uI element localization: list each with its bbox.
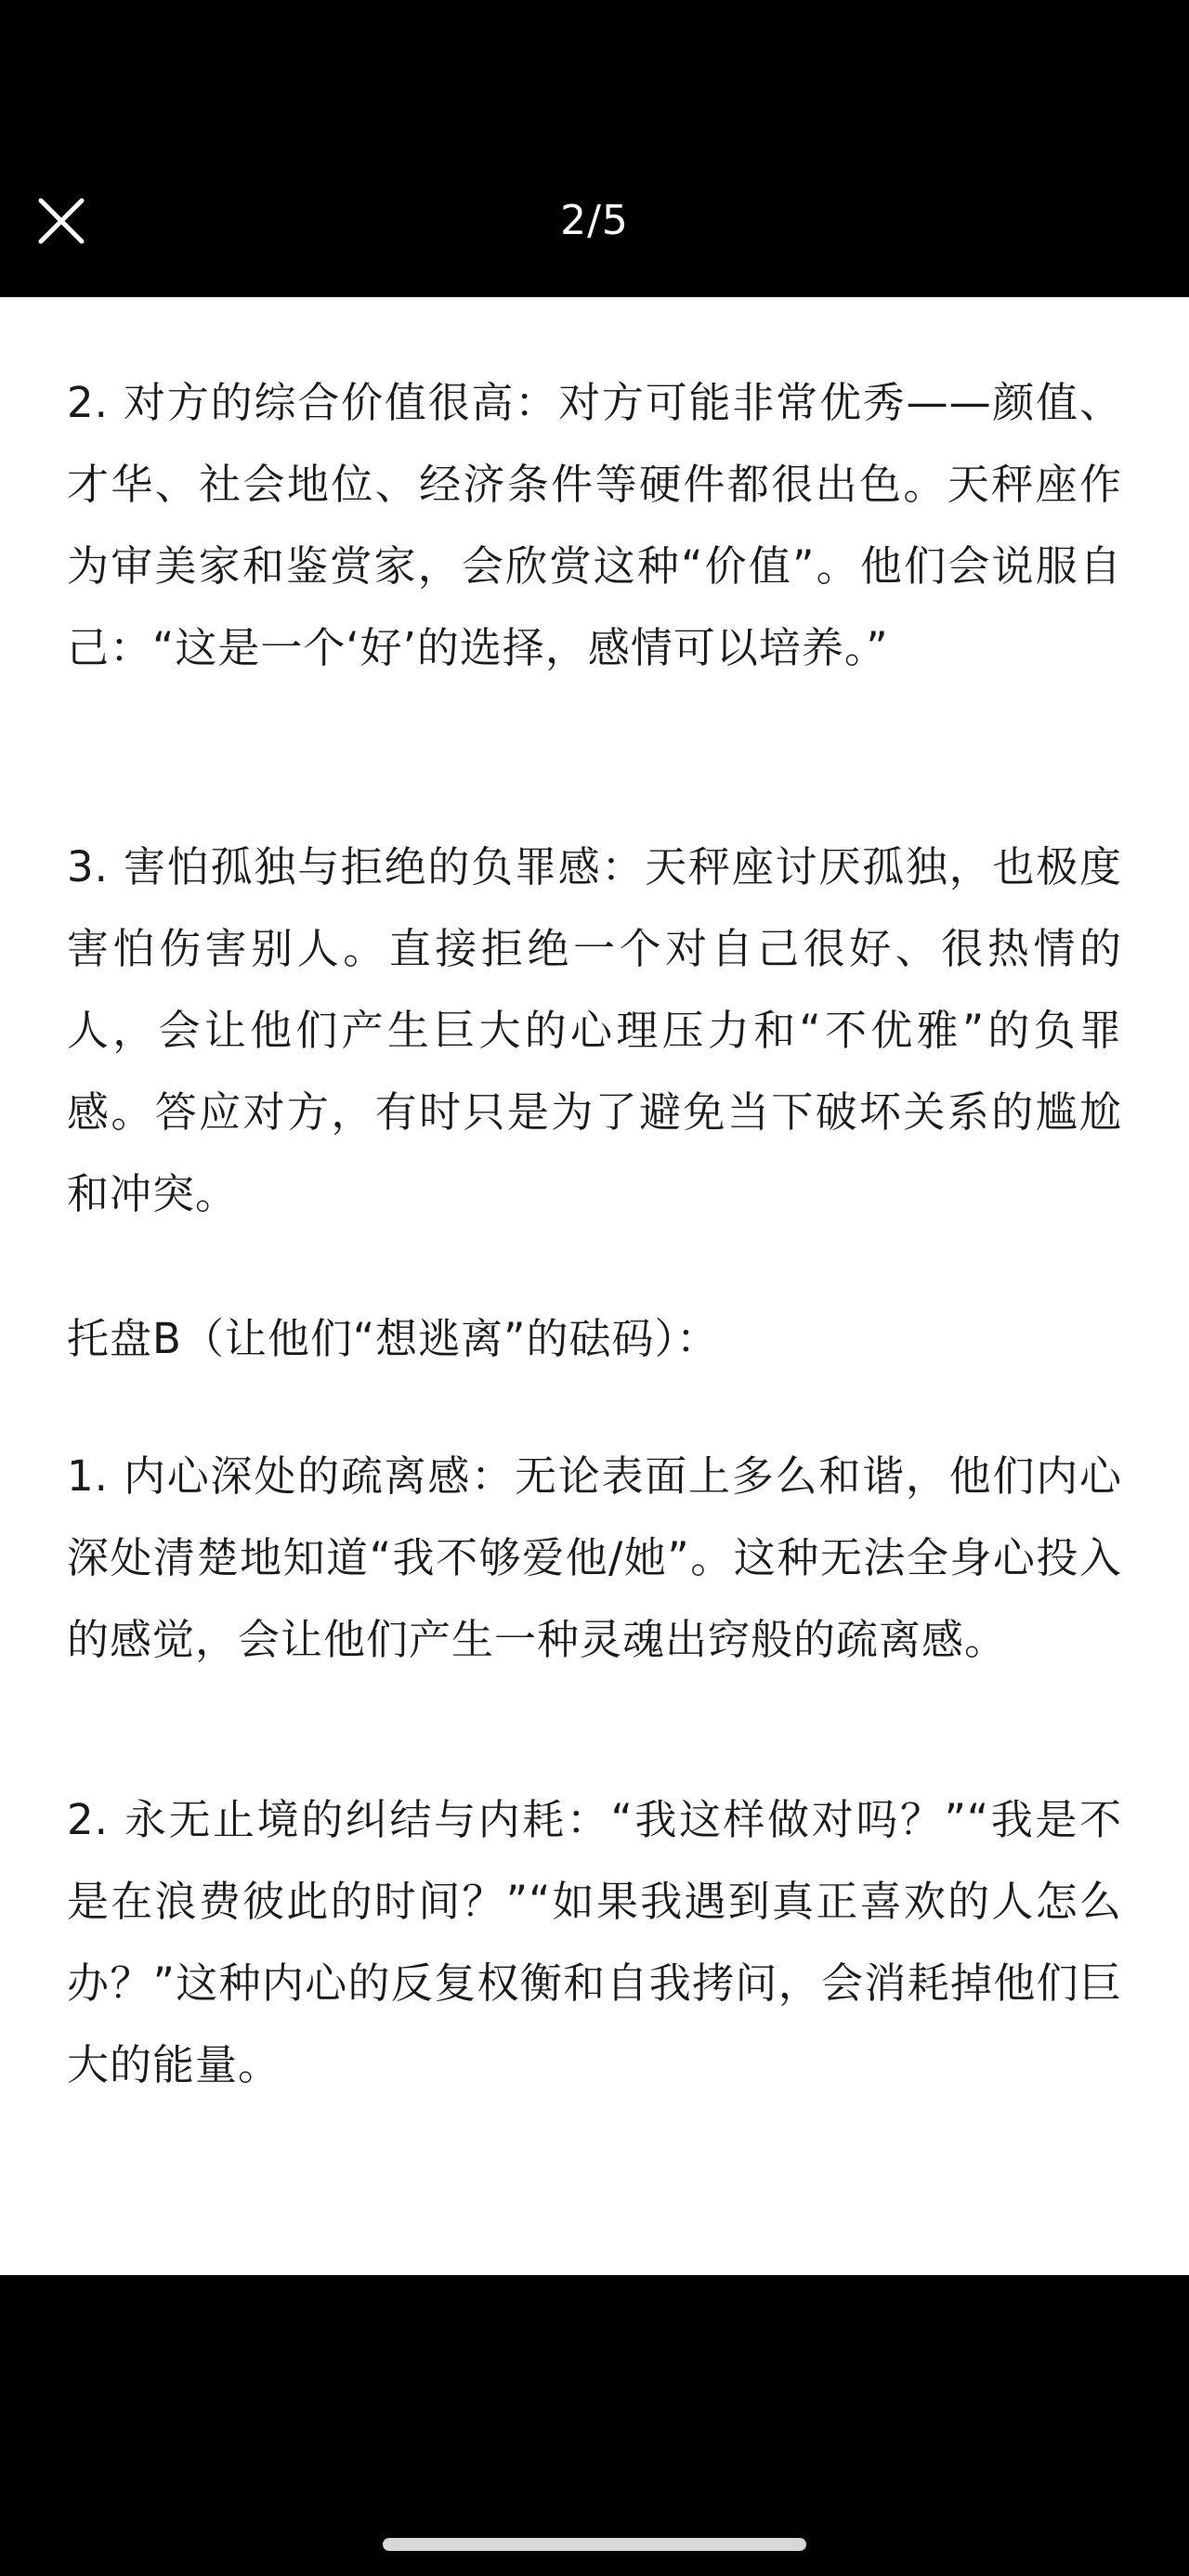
viewer-bottom-bar xyxy=(0,2275,1189,2576)
section-heading-tray-b: 托盘B（让他们“想逃离”的砝码）： xyxy=(67,1314,719,1363)
paragraph-fear-of-loneliness: 3. 害怕孤独与拒绝的负罪感：天秤座讨厌孤独，也极度害怕伤害别人。直接拒绝一个对自己很好、很热情的人，会让他们产生巨大的心理压力和“不优雅”的负罪感。答应对方，有时只是为了避免当下破坏关系的尴尬和冲突。 xyxy=(67,842,1122,1218)
home-indicator[interactable] xyxy=(383,2538,806,2551)
viewer-top-bar xyxy=(0,0,1189,297)
paragraph-endless-struggle: 2. 永无止境的纠结与内耗：“我这样做对吗？”“我是不是在浪费彼此的时间？”“如果我遇到真正喜欢的人怎么办？”这种内心的反复权衡和自我拷问，会消耗掉他们巨大的能量。 xyxy=(67,1795,1122,2089)
article-page[interactable] xyxy=(0,297,1189,2275)
paragraph-inner-detachment: 1. 内心深处的疏离感：无论表面上多么和谐，他们内心深处清楚地知道“我不够爱他/她”。这种无法全身心投入的感觉，会让他们产生一种灵魂出窍般的疏离感。 xyxy=(67,1451,1122,1664)
paragraph-comprehensive-value: 2. 对方的综合价值很高：对方可能非常优秀——颜值、才华、社会地位、经济条件等硬件都很出色。天秤座作为审美家和鉴赏家，会欣赏这种“价值”。他们会说服自己：“这是一个‘好’的选择，感情可以培养。” xyxy=(67,378,1122,672)
page-indicator: 2/5 xyxy=(560,197,629,244)
